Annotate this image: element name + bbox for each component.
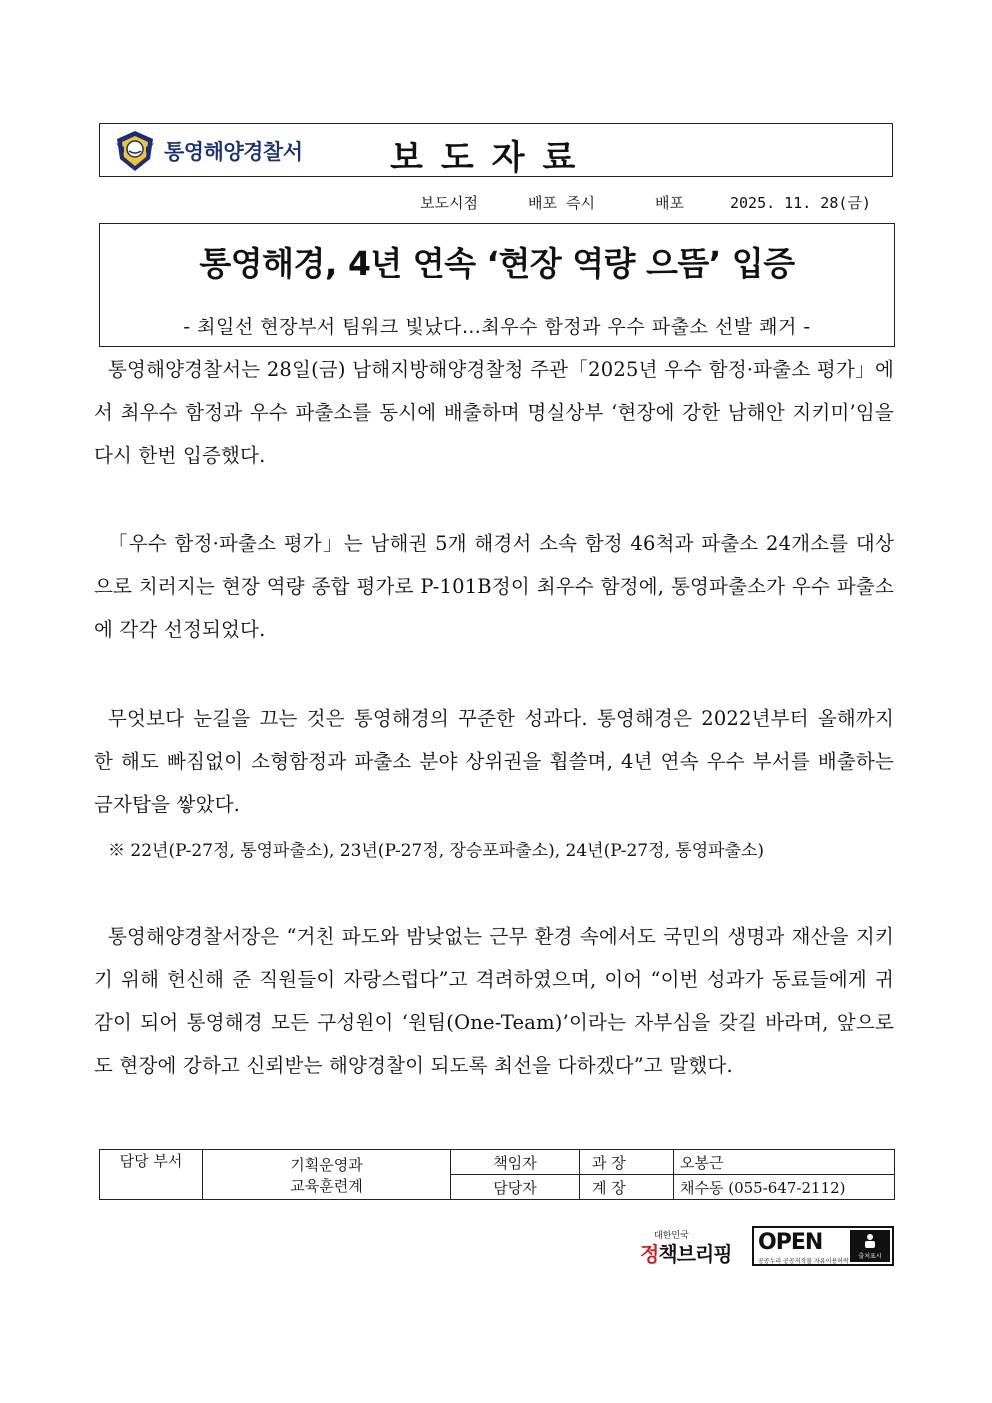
dept-name-1: 기획운영과 bbox=[290, 1155, 363, 1174]
policy-logo-small-text: 대한민국 bbox=[654, 1231, 689, 1241]
attribution-badge-label: 출처표시 bbox=[858, 1253, 882, 1260]
responsible-title: 과 장 bbox=[580, 1150, 674, 1175]
paragraph-text: 무엇보다 눈길을 끄는 것은 통영해경의 꾸준한 성과다. 통영해경은 2022년부터 올해까지 한 해도 빠짐없이 소형함정과 파출소 분야 상위권을 휩쓸며, 4년 연속 우수 부서를 배출하는 금자탑을 쌓았다. bbox=[94, 707, 894, 816]
open-logo-subtext: 공공누리 공공저작물 자유이용허락 bbox=[758, 1258, 849, 1265]
distribution-label: 배포 bbox=[655, 194, 684, 212]
policy-logo-rest: 책브리핑 bbox=[658, 1242, 732, 1266]
dept-names bbox=[203, 1150, 451, 1200]
dept-name-2: 교육훈련계 bbox=[290, 1176, 363, 1195]
release-time-label: 보도시점 bbox=[420, 194, 478, 212]
staff-title: 계 장 bbox=[580, 1175, 674, 1200]
person-icon bbox=[863, 1233, 877, 1249]
staff-label: 담당자 bbox=[451, 1175, 580, 1200]
attribution-badge bbox=[850, 1230, 890, 1262]
paragraph-text: 통영해양경찰서는 28일(금) 남해지방해양경찰청 주관「2025년 우수 함정·파출소 평가」에서 최우수 함정과 우수 파출소를 동시에 배출하며 명실상부 ‘현장에 강한 남해안 지키미’임을 다시 한번 입증했다. bbox=[94, 358, 894, 467]
press-release-header bbox=[99, 123, 893, 177]
body-paragraph-1 bbox=[94, 348, 894, 477]
contact-table bbox=[99, 1149, 895, 1200]
body-paragraph-2 bbox=[94, 522, 894, 651]
headline-title: 통영해경, 4년 연속 ‘현장 역량 으뜸’ 입증 bbox=[199, 244, 795, 283]
org-name: 통영해양경찰서 bbox=[164, 140, 303, 164]
footer-logos bbox=[640, 1226, 895, 1268]
paragraph-text: 「우수 함정·파출소 평가」는 남해권 5개 해경서 소속 함정 46척과 파출소 24개소를 대상으로 치러지는 현장 역량 종합 평가로 P-101B정이 최우수 함정에, 통영파출소가 우수 파출소에 각각 선정되었다. bbox=[94, 532, 894, 641]
responsible-name: 오봉근 bbox=[674, 1150, 895, 1175]
responsible-label: 책임자 bbox=[451, 1150, 580, 1175]
policy-briefing-logo bbox=[640, 1228, 740, 1268]
dept-label: 담당 부서 bbox=[100, 1150, 203, 1200]
headline-box bbox=[99, 223, 895, 347]
policy-logo-text bbox=[640, 1238, 732, 1267]
open-logo-text: OPEN bbox=[758, 1230, 823, 1255]
distribution-date: 2025. 11. 28(금) bbox=[730, 194, 871, 212]
press-release-title: 보도자료 bbox=[390, 138, 594, 178]
body-paragraph-3 bbox=[94, 697, 894, 826]
org-logo bbox=[114, 128, 303, 174]
release-time-value: 배포 즉시 bbox=[528, 194, 595, 212]
policy-logo-red-char: 정 bbox=[640, 1242, 659, 1266]
coast-guard-emblem-icon bbox=[114, 129, 156, 173]
body-paragraph-4 bbox=[94, 915, 894, 1087]
footnote: ※ 22년(P-27정, 통영파출소), 23년(P-27정, 장승포파출소), 24년(P-27정, 통영파출소) bbox=[108, 841, 765, 861]
kogl-open-logo bbox=[752, 1226, 894, 1266]
staff-name-phone: 채수동 (055-647-2112) bbox=[674, 1175, 895, 1200]
headline-subtitle: - 최일선 현장부서 팀워크 빛났다…최우수 함정과 우수 파출소 선발 쾌거 - bbox=[183, 316, 811, 338]
paragraph-text: 통영해양경찰서장은 “거친 파도와 밤낮없는 근무 환경 속에서도 국민의 생명과 재산을 지키기 위해 헌신해 준 직원들이 자랑스럽다”고 격려하였으며, 이어 “이번 성과가 동료들에게 귀감이 되어 통영해경 모든 구성원이 ‘원팀(One-Team)’이라는 자부심을 갖길 바라며, 앞으로도 현장에 강하고 신뢰받는 해양경찰이 되도록 최선을 다하겠다”고 말했다. bbox=[94, 925, 894, 1077]
